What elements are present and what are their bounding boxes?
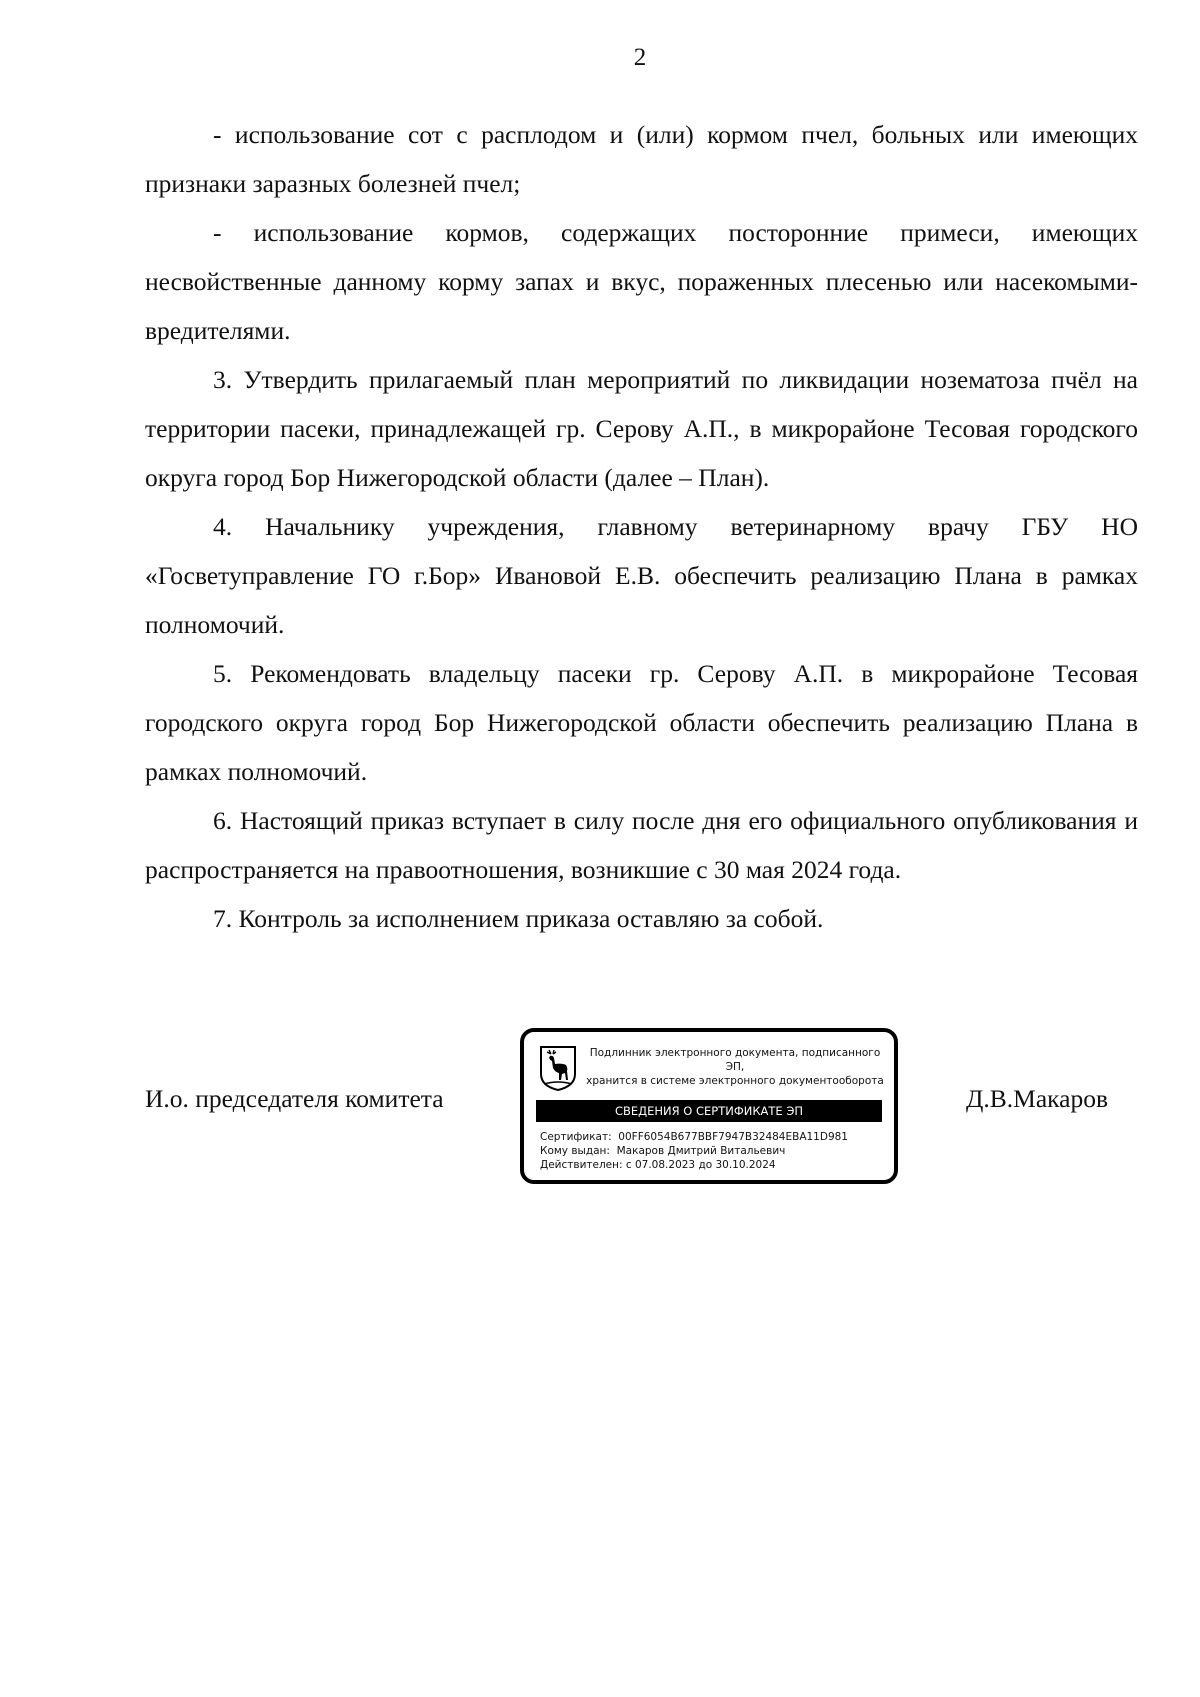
paragraph-item-4 <box>145 502 1138 649</box>
paragraph-text: - использование сот с расплодом и (или) кормом пчел, больных или имеющих признаки заразных болезней пчел; <box>145 120 1138 198</box>
paragraph-prohibition-feeds <box>145 208 1138 355</box>
stamp-header-line: хранится в системе электронного документооборота <box>586 1075 884 1087</box>
page-number: 2 <box>633 44 647 71</box>
certificate-number: Сертификат: 00FF6054B677BBF7947B32484EBA11D981 <box>540 1131 848 1143</box>
signer-name: Д.В.Макаров <box>966 1084 1109 1113</box>
certificate-validity: Действителен: с 07.08.2023 до 30.10.2024 <box>540 1159 776 1171</box>
document-body <box>145 110 1138 943</box>
coat-of-arms-icon <box>538 1044 578 1092</box>
certificate-owner: Кому выдан: Макаров Дмитрий Витальевич <box>540 1145 786 1157</box>
paragraph-item-5 <box>145 649 1138 796</box>
stamp-certificate-details <box>540 1130 848 1172</box>
signer-title: И.о. председателя комитета <box>145 1084 444 1113</box>
paragraph-item-6 <box>145 796 1138 894</box>
paragraph-item-7 <box>145 894 1138 943</box>
paragraph-text: 4. Начальнику учреждения, главному ветеринарному врачу ГБУ НО «Госветуправление ГО г.Бор» Ивановой Е.В. обеспечить реализацию Плана в рамках полномочий. <box>145 512 1138 639</box>
signature-block <box>0 1028 1200 1188</box>
stamp-header <box>580 1046 890 1088</box>
stamp-certificate-bar: СВЕДЕНИЯ О СЕРТИФИКАТЕ ЭП <box>536 1100 882 1122</box>
paragraph-text: 6. Настоящий приказ вступает в силу после дня его официального опубликования и распространяется на правоотношения, возникшие с 30 мая 2024 года. <box>145 806 1138 884</box>
paragraph-text: - использование кормов, содержащих посторонние примеси, имеющих несвойственные данному корму запах и вкус, пораженных плесенью или насекомыми-вредителями. <box>145 218 1138 345</box>
paragraph-item-3 <box>145 355 1138 502</box>
electronic-signature-stamp <box>520 1028 898 1184</box>
paragraph-text: 5. Рекомендовать владельцу пасеки гр. Серову А.П. в микрорайоне Тесовая городского округа город Бор Нижегородской области обеспечить реализацию Плана в рамках полномочий. <box>145 659 1138 786</box>
paragraph-prohibition-combs <box>145 110 1138 208</box>
paragraph-text: 7. Контроль за исполнением приказа оставляю за собой. <box>213 904 824 933</box>
stamp-header-line: Подлинник электронного документа, подписанного ЭП, <box>589 1047 881 1073</box>
paragraph-text: 3. Утвердить прилагаемый план мероприятий по ликвидации нозематоза пчёл на территории пасеки, принадлежащей гр. Серову А.П., в микрорайоне Тесовая городского округа город Бор Нижегородской области (далее – План). <box>145 365 1138 492</box>
